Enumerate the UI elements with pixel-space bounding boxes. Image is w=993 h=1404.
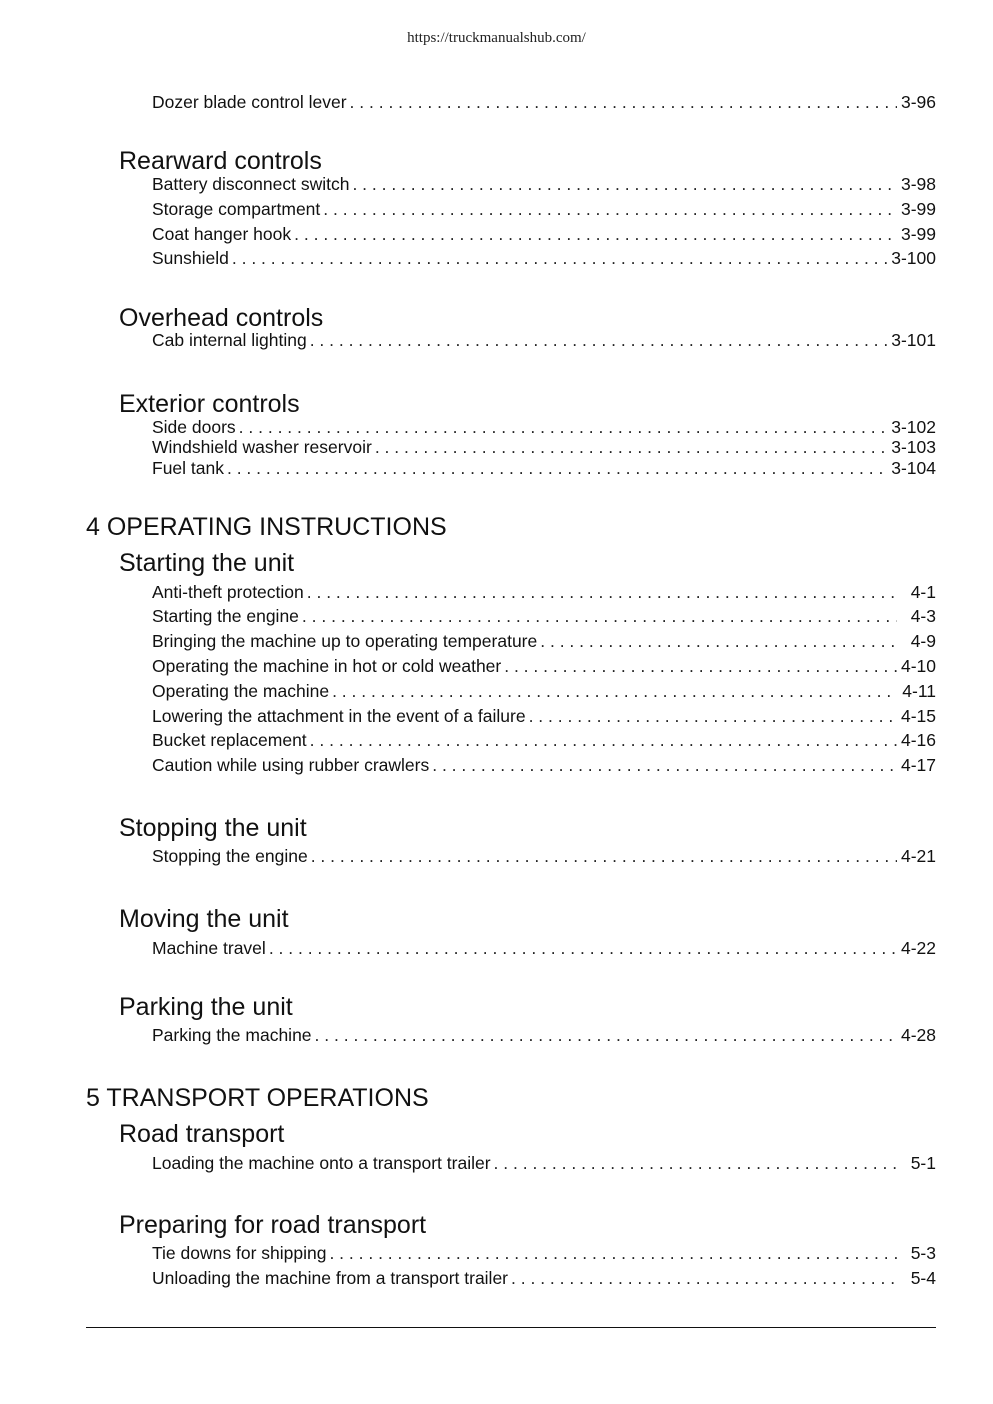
toc-entry[interactable] <box>152 706 936 727</box>
toc-entry-page: 4-1 <box>910 582 936 602</box>
dot-leader <box>311 846 897 867</box>
toc-entry-page: 3-101 <box>891 330 936 350</box>
toc-entry-text: Dozer blade control lever <box>152 92 347 112</box>
toc-entry-text: Battery disconnect switch <box>152 174 350 194</box>
dot-leader <box>323 199 897 220</box>
toc-entry-text: Cab internal lighting <box>152 330 307 350</box>
toc-entry-text: Bringing the machine up to operating temperature <box>152 631 538 651</box>
toc-entry-page: 3-100 <box>891 248 936 268</box>
toc-entry-page: 3-99 <box>900 199 936 219</box>
header-url: https://truckmanualshub.com/ <box>407 30 586 46</box>
toc-entry[interactable] <box>152 224 936 245</box>
toc-entry[interactable] <box>152 1153 936 1174</box>
toc-entry-page: 4-17 <box>900 755 936 775</box>
dot-leader <box>269 938 897 959</box>
toc-entry-page: 4-3 <box>910 606 936 626</box>
dot-leader <box>432 755 897 776</box>
toc-entry-page: 5-3 <box>910 1243 936 1263</box>
toc-entry[interactable] <box>152 582 936 603</box>
toc-entry[interactable] <box>152 681 936 702</box>
toc-entry-page: 5-1 <box>910 1153 936 1173</box>
dot-leader <box>294 224 897 245</box>
section-title: Exterior controls <box>119 390 300 418</box>
dot-leader <box>529 706 897 727</box>
dot-leader <box>310 330 889 351</box>
toc-entry-text: Fuel tank <box>152 458 224 478</box>
chapter-title: 4 OPERATING INSTRUCTIONS <box>86 513 447 541</box>
section-title: Road transport <box>119 1120 285 1148</box>
toc-entry-page: 3-104 <box>891 458 936 478</box>
section-title: Parking the unit <box>119 993 293 1021</box>
toc-entry[interactable] <box>152 199 936 220</box>
toc-entry[interactable] <box>152 1243 936 1264</box>
toc-entry[interactable] <box>152 174 936 195</box>
toc-entry-page: 4-9 <box>910 631 936 651</box>
dot-leader <box>494 1153 897 1174</box>
toc-entry[interactable] <box>152 248 936 269</box>
toc-entry[interactable] <box>152 755 936 776</box>
toc-entry[interactable] <box>152 606 936 627</box>
toc-entry-page: 4-15 <box>900 706 936 726</box>
toc-entry[interactable] <box>152 1025 936 1046</box>
toc-entry-page: 3-103 <box>891 437 936 457</box>
toc-entry[interactable] <box>152 730 936 751</box>
toc-entry-page: 4-10 <box>900 656 936 676</box>
toc-entry-page: 5-4 <box>910 1268 936 1288</box>
section-title: Moving the unit <box>119 905 289 933</box>
chapter-title: 5 TRANSPORT OPERATIONS <box>86 1084 429 1112</box>
section-title: Starting the unit <box>119 549 295 577</box>
toc-entry-text: Coat hanger hook <box>152 224 292 244</box>
dot-leader <box>310 730 897 751</box>
dot-leader <box>232 248 888 269</box>
dot-leader <box>307 582 897 603</box>
toc-entry[interactable] <box>152 846 936 867</box>
toc-entry[interactable] <box>152 417 936 438</box>
toc-entry-text: Tie downs for shipping <box>152 1243 327 1263</box>
toc-entry-text: Starting the engine <box>152 606 299 626</box>
toc-entry[interactable] <box>152 1268 936 1289</box>
toc-entry-text: Lowering the attachment in the event of a failure <box>152 706 526 726</box>
dot-leader <box>302 606 897 627</box>
toc-entry-text: Storage compartment <box>152 199 321 219</box>
toc-entry[interactable] <box>152 92 936 113</box>
toc-entry-text: Anti-theft protection <box>152 582 304 602</box>
toc-entry-text: Caution while using rubber crawlers <box>152 755 430 775</box>
toc-entry-text: Operating the machine in hot or cold weather <box>152 656 502 676</box>
dot-leader <box>540 631 897 652</box>
toc-entry-page: 3-96 <box>900 92 936 112</box>
toc-entry-page: 4-21 <box>900 846 936 866</box>
section-title: Overhead controls <box>119 304 324 332</box>
toc-entry[interactable] <box>152 458 936 479</box>
toc-entry-text: Parking the machine <box>152 1025 312 1045</box>
toc-entry-page: 4-11 <box>902 681 936 701</box>
toc-entry-page: 3-99 <box>900 224 936 244</box>
toc-entry[interactable] <box>152 938 936 959</box>
dot-leader <box>332 681 897 702</box>
toc-entry-page: 4-28 <box>900 1025 936 1045</box>
section-title: Rearward controls <box>119 147 322 175</box>
toc-entry-text: Bucket replacement <box>152 730 307 750</box>
toc-entry-text: Unloading the machine from a transport trailer <box>152 1268 509 1288</box>
section-title: Preparing for road transport <box>119 1211 427 1239</box>
footer-rule <box>86 1327 936 1328</box>
toc-entry-text: Machine travel <box>152 938 266 958</box>
toc-entry[interactable] <box>152 437 936 458</box>
toc-entry-text: Loading the machine onto a transport trailer <box>152 1153 491 1173</box>
dot-leader <box>504 656 897 677</box>
dot-leader <box>239 417 889 438</box>
dot-leader <box>315 1025 897 1046</box>
toc-entry-text: Windshield washer reservoir <box>152 437 372 457</box>
toc-entry-text: Sunshield <box>152 248 229 268</box>
dot-leader <box>227 458 888 479</box>
toc-entry-page: 4-16 <box>900 730 936 750</box>
toc-entry-page: 3-98 <box>900 174 936 194</box>
toc-entry-page: 4-22 <box>900 938 936 958</box>
toc-entry[interactable] <box>152 631 936 652</box>
toc-entry[interactable] <box>152 330 936 351</box>
dot-leader <box>350 92 897 113</box>
toc-entry-page: 3-102 <box>891 417 936 437</box>
dot-leader <box>352 174 897 195</box>
toc-entry-text: Stopping the engine <box>152 846 308 866</box>
section-title: Stopping the unit <box>119 814 307 842</box>
toc-entry-text: Operating the machine <box>152 681 330 701</box>
dot-leader <box>511 1268 897 1289</box>
dot-leader <box>375 437 888 458</box>
toc-entry[interactable] <box>152 656 936 677</box>
dot-leader <box>329 1243 897 1264</box>
toc-entry-text: Side doors <box>152 417 236 437</box>
